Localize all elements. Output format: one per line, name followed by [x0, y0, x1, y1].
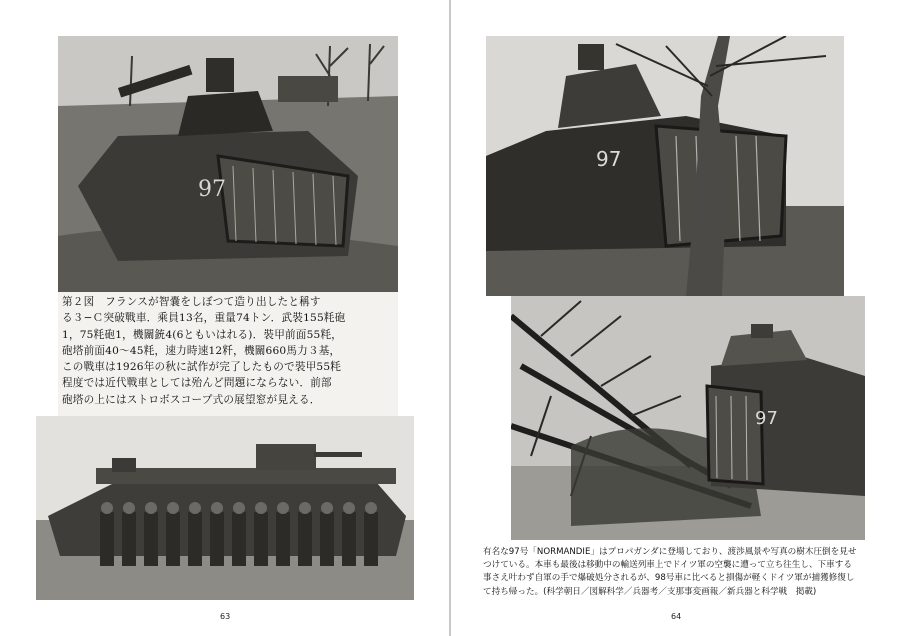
- left-page: [0, 0, 449, 636]
- tank-photo-tree-bottom: [511, 296, 865, 540]
- tank-number-marking: 97: [198, 177, 226, 202]
- page-number-left: 63: [220, 612, 231, 621]
- page-number-right: 64: [671, 612, 682, 621]
- tank-photo-tree-top: [486, 36, 844, 296]
- figure-caption-left: 第２図 フランスが智嚢をしぼつて造り出したと稱す る３−Ｃ突破戰車．乘員13名，重量74トン．武裝155粍砲 1，75粍砲1，機關銃4(6ともいはれる)．裝甲前面55粍， 砲塔前面40〜45粍，速力時速12粁，機關660馬力３基， この戰車は1926年の秋に試作が完了したもので裝甲55粍 程度では近代戰車としては殆んど問題にならない．前部 砲塔の上にはストロボスコープ式の展望窓が見える．: [58, 292, 398, 416]
- figure-caption-right: 有名な97号「NORMANDIE」はプロパガンダに登場しており、渡渉風景や写真の樹木圧倒を見せ つけている。本車も最後は移動中の輸送列車上でドイツ軍の空襲に遭って立ち往生し、下車する 事さえ叶わず自軍の手で爆破処分されるが、98号車に比べると損傷が軽くドイツ軍が捕獲修復し て持ち帰った。(科学朝日／図解科学／兵器考／支那事変画報／新兵器と科学戦 掲載): [483, 547, 857, 597]
- tank-number-marking-bottom: 97: [755, 408, 778, 429]
- right-page: [451, 0, 900, 636]
- tank-number-marking-top: 97: [596, 147, 622, 171]
- tank-crew-photo: [36, 416, 414, 600]
- tank-photo-top-left: [58, 36, 398, 292]
